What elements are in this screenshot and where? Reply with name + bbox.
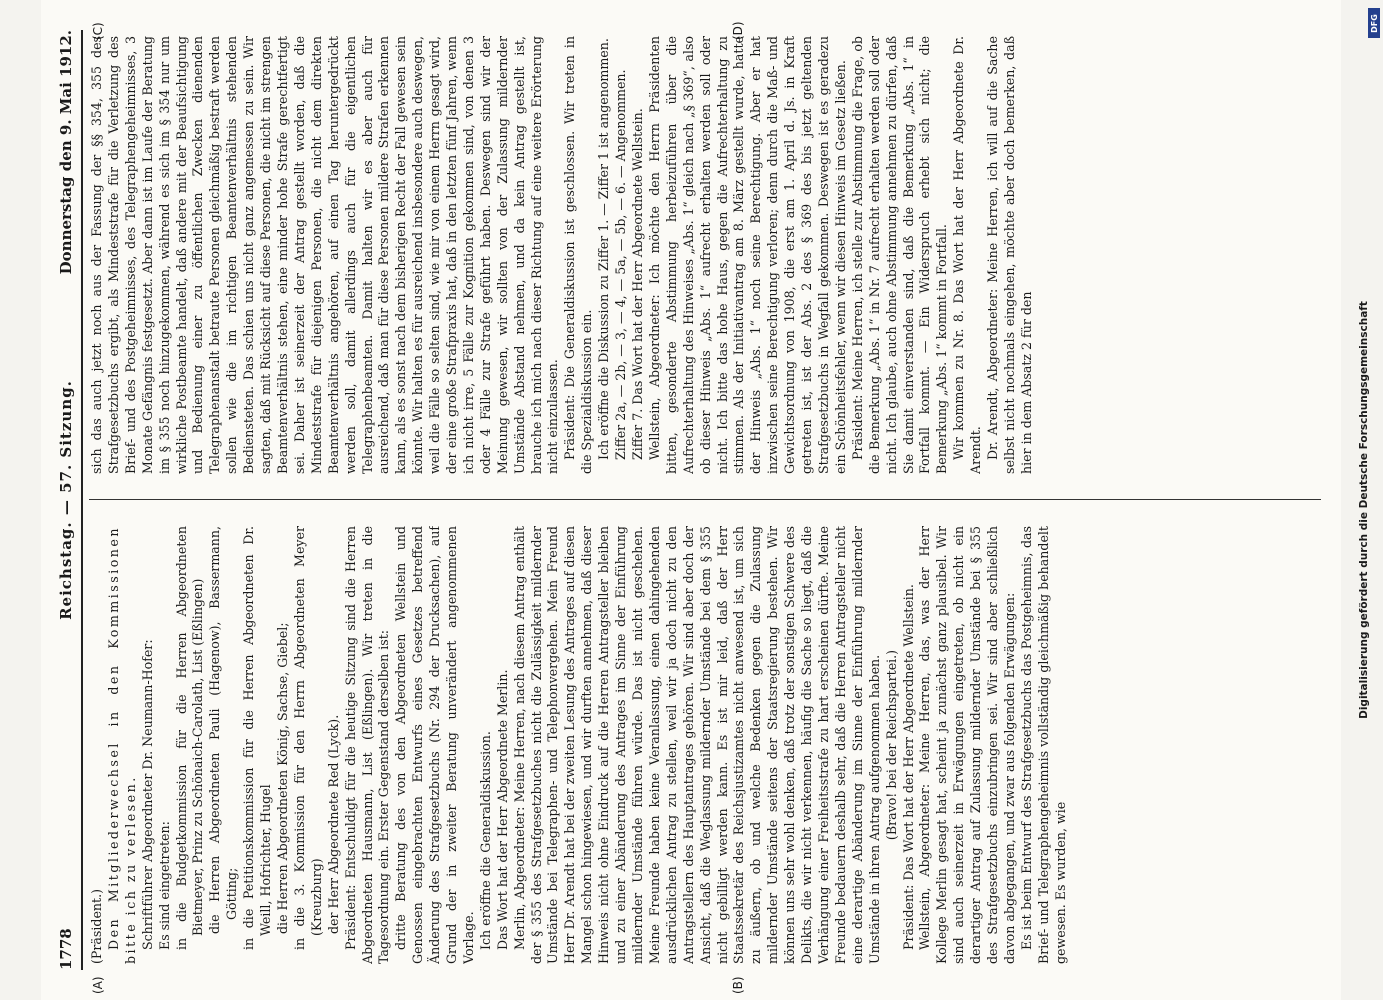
paragraph: Schriftführer Abgeordneter Dr. Neumann-Hofer: [139, 639, 155, 950]
dfg-logo-text: DFG [1369, 13, 1379, 33]
left-column [89, 526, 1321, 964]
paragraph: Ich eröffne die Diskussion zu Ziffer 1. — Ziffer 1 ist angenommen. [596, 38, 612, 460]
paragraph: die Herren Abgeordneten König, Sachse, Giebel; [274, 622, 290, 934]
margin-mark-b: (B) [731, 976, 745, 994]
paragraph: sich das auch jetzt noch aus der Fassung der §§ 354, 355 des Strafgesetzbuchs ergibt, als Mindeststrafe für die Verletzung des Brief- und des Postgeheimnisses, des Telegraphengeheimnisses, 3 Monate Gefängnis festgesetzt. Aber dann ist im Laufe der Beratung im § 355 noch hinzugekommen, während es sich im § 354 nur um wirkliche Postbeamte handelt, daß andere mit der Beaufsichtigung und Bedienung einer zu öffentlichen Zwecken dienenden Telegraphenanstalt betraute Personen gleichmäßig bestraft werden sollen wie die im richtigen Beamtenverhältnis stehenden Bediensteten. Das schien uns nicht ganz angemessen zu sein. Wir sagten, daß mit Rücksicht auf diese Personen, die nicht im strengen Beamtenverhältnis stehen, eine minder hohe Strafe gerechtfertigt sei. Daher ist seinerzeit der Antrag gestellt worden, daß die Mindeststrafe für diejenigen Personen, die nicht dem direkten Beamtenverhältnis angehören, auf einen Tag heruntergedrückt werden soll, damit allerdings auch für die eigentlichen Telegraphenbeamten. Damit halten wir es aber auch für ausreichend, daß man für diese Personen mildere Strafen erkennen kann, als es sonst nach dem bisherigen Recht der Fall gewesen sein könnte. Wir halten es für ausreichend insbesondere auch deswegen, weil die Fälle so selten sind, wie mir von einem Herrn gesagt wird, der eine große Strafpraxis hat, daß in den letzten fünf Jahren, wenn ich nicht irre, 5 Fälle zur Kognition gekommen sind, von denen 3 oder 4 Fälle zur Strafe geführt haben. Deswegen sind wir der Meinung gewesen, wir sollten von der Zulassung mildernder Umstände Abstand nehmen, und da kein Antrag gestellt ist, brauche ich mich nach dieser Richtung auf eine weitere Erörterung nicht einzulassen. [89, 36, 561, 474]
paragraph: Präsident: Meine Herren, ich stelle zur Abstimmung die Frage, ob die Bemerkung „Abs. 1“ in Nr. 7 aufrecht erhalten werden soll oder nicht. Ich glaube, auch ohne Abstimmung annehmen zu dürfen, daß Sie damit einverstanden sind, daß die Bemerkung „Abs. 1“ in Fortfall kommt. — Ein Widerspruch erhebt sich nicht; die Bemerkung „Abs. 1“ kommt in Fortfall. [849, 36, 950, 474]
paragraph: Das Wort hat der Herr Abgeordnete Merlin. [494, 669, 510, 950]
paragraph: in die 3. Kommission für den Herrn Abgeordneten Meyer (Kreuzburg) [291, 526, 324, 950]
paragraph: Wellstein, Abgeordneter: Meine Herren, das, was der Herr Kollege Merlin gesagt hat, scheint ja zunächst ganz plausibel. Wir sind auch seinerzeit in Erwägungen eingetreten, ob nicht ein derartiger Antrag auf Zulassung mildernder Umstände bei § 355 des Strafgesetzbuchs einzubringen sei. Wir sind aber schließlich davon abgegangen, und zwar aus folgenden Erwägungen: [917, 526, 1017, 964]
paragraph: Den Mitgliederwechsel in den Kommissionen bitte ich zu verlesen. [105, 526, 138, 964]
paragraph: Wellstein, Abgeordneter: Ich möchte den Herrn Präsidenten bitten, gesonderte Abstimmung herbeizuführen über die Aufrechterhaltung des Hinweises „Abs. 1“ gleich nach „§ 369“, also ob dieser Hinweis „Abs. 1“ aufrecht erhalten werden soll oder nicht. Ich bitte das hohe Haus, gegen die Aufrechterhaltung zu stimmen. Als der Initiativantrag am 8. März gestellt wurde, hatte der Hinweis „Abs. 1“ noch seine Berechtigung. Aber er hat inzwischen seine Berechtigung verloren; denn durch die Maß- und Gewichtsordnung von 1908, die erst am 1. April d. Js. in Kraft getreten ist, ist der Abs. 2 des § 369 des bis jetzt geltenden Strafgesetzbuchs in Wegfall gekommen. Deswegen ist es geradezu ein Schönheitsfehler, wenn wir diesen Hinweis im Gesetz ließen. [646, 36, 848, 474]
right-column [89, 36, 1321, 474]
paragraph: in die Budgetkommission für die Herren Abgeordneten Bietmeyer, Prinz zu Schönaich-Carolath, List (Eßlingen) [173, 526, 206, 950]
paragraph: Wir kommen zu Nr. 8. Das Wort hat der Herr Abgeordnete Dr. Arendt. [951, 36, 984, 474]
paragraph: Präsident: Die Generaldiskussion ist geschlossen. Wir treten in die Spezialdiskussion ein. [562, 36, 595, 474]
page-number: 1778 [57, 928, 75, 970]
page-header [55, 30, 79, 970]
paragraph: Es ist beim Entwurf des Strafgesetzbuchs das Postgeheimnis, das Brief- und Telegraphengeheimnis vollständig gleichmäßig behandelt gewesen. Es wurden, wie [1018, 526, 1068, 964]
paragraph: Merlin, Abgeordneter: Meine Herren, nach diesem Antrag enthält der § 355 des Strafgesetzbuches nicht die Zulässigkeit mildernder Umstände bei Telegraphen- und Telephonvergehen. Mein Freund Herr Dr. Arendt hat bei der zweiten Lesung des Antrages auf diesen Mangel schon hingewiesen, und wir durften annehmen, daß dieser Hinweis nicht ohne Eindruck auf die Herren Antragsteller bleiben und zu einer Abänderung des Antrages im Sinne der Einführung mildernder Umstände führen würde. Das ist nicht geschehen. Meine Freunde haben keine Veranlassung, einen dahingehenden ausdrücklichen Antrag zu stellen, weil wir ja doch nicht zu den Antragstellern des Hauptantrages gehören. Wir sind aber doch der Ansicht, daß die Weglassung mildernder Umstände bei dem § 355 nicht gebilligt werden kann. Es ist mir leid, daß der Herr Staatssekretär des Reichsjustizamtes nicht anwesend ist, um sich zu äußern, ob und welche Bedenken gegen die Zulassung mildernder Umstände seitens der Staatsregierung bestehen. Wir können uns sehr wohl denken, daß trotz der sonstigen Schwere des Delikts, die wir nicht verkennen, häufig die Sache so liegt, daß die Verhängung einer Freiheitsstrafe zu hart erscheinen dürfte. Meine Freunde bedauern deshalb sehr, daß die Herren Antragsteller nicht eine derartige Abänderung im Sinne der Einführung mildernder Umstände in ihren Antrag aufgenommen haben. [511, 526, 882, 964]
margin-mark-d: (D) [731, 21, 745, 40]
document-page [41, 0, 1341, 1000]
margin-mark-a: (A) [91, 976, 105, 994]
paragraph: der Herr Abgeordnete Red (Lyck). [325, 714, 341, 934]
paragraph: (Bravo! bei der Reichspartei.) [883, 649, 899, 841]
paragraph: Ziffer 2a, — 2b, — 3, — 4, — 5a, — 5b, — 6. — Angenommen. [613, 69, 629, 460]
credit-text: Digitalisierung gefördert durch die Deutsche Forschungsgemeinschaft [1358, 301, 1370, 719]
paragraph: die Herren Abgeordneten Pauli (Hagenow), Bassermann, Götting; [207, 526, 240, 934]
paragraph: dritte Beratung des von den Abgeordneten Wellstein und Genossen eingebrachten Entwurfs eines Gesetzes betreffend Änderung des Strafgesetzbuchs (Nr. 294 der Drucksachen), auf Grund der in zweiter Beratung unverändert angenommenen Vorlage. [393, 526, 476, 964]
header-rule [81, 30, 83, 970]
paragraph: Dr. Arendt, Abgeordneter: Meine Herren, ich will auf die Sache selbst nicht nochmals eingehen, möchte aber doch bemerken, daß hier in dem Absatz 2 für den [985, 36, 1034, 474]
running-title: Reichstag. — 57. Sitzung. [57, 380, 75, 620]
paragraph: in die Petitionskommission für die Herren Abgeordneten Dr. Weill, Hofrichter, Hugel [241, 526, 274, 950]
paragraph: Präsident: Das Wort hat der Herr Abgeordnete Wellstein. [900, 584, 916, 950]
paragraph: Präsident: Entschuldigt für die heutige Sitzung sind die Herren Abgeordneten Hausmann, List (Eßlingen). Wir treten in die Tagesordnung ein. Erster Gegenstand derselben ist: [342, 526, 392, 964]
column-divider [89, 499, 1321, 500]
paragraph: Ich eröffne die Generaldiskussion. [477, 731, 493, 950]
paragraph: Es sind eingetreten: [156, 821, 172, 950]
digitization-credit [1349, 0, 1383, 1000]
paragraph: (Präsident.) [89, 888, 104, 964]
paragraph: Ziffer 7. Das Wort hat der Herr Abgeordnete Wellstein. [630, 108, 645, 460]
margin-mark-c: (C) [91, 22, 105, 40]
session-date: Donnerstag den 9. Mai 1912. [57, 30, 75, 275]
dfg-logo [1368, 8, 1380, 38]
